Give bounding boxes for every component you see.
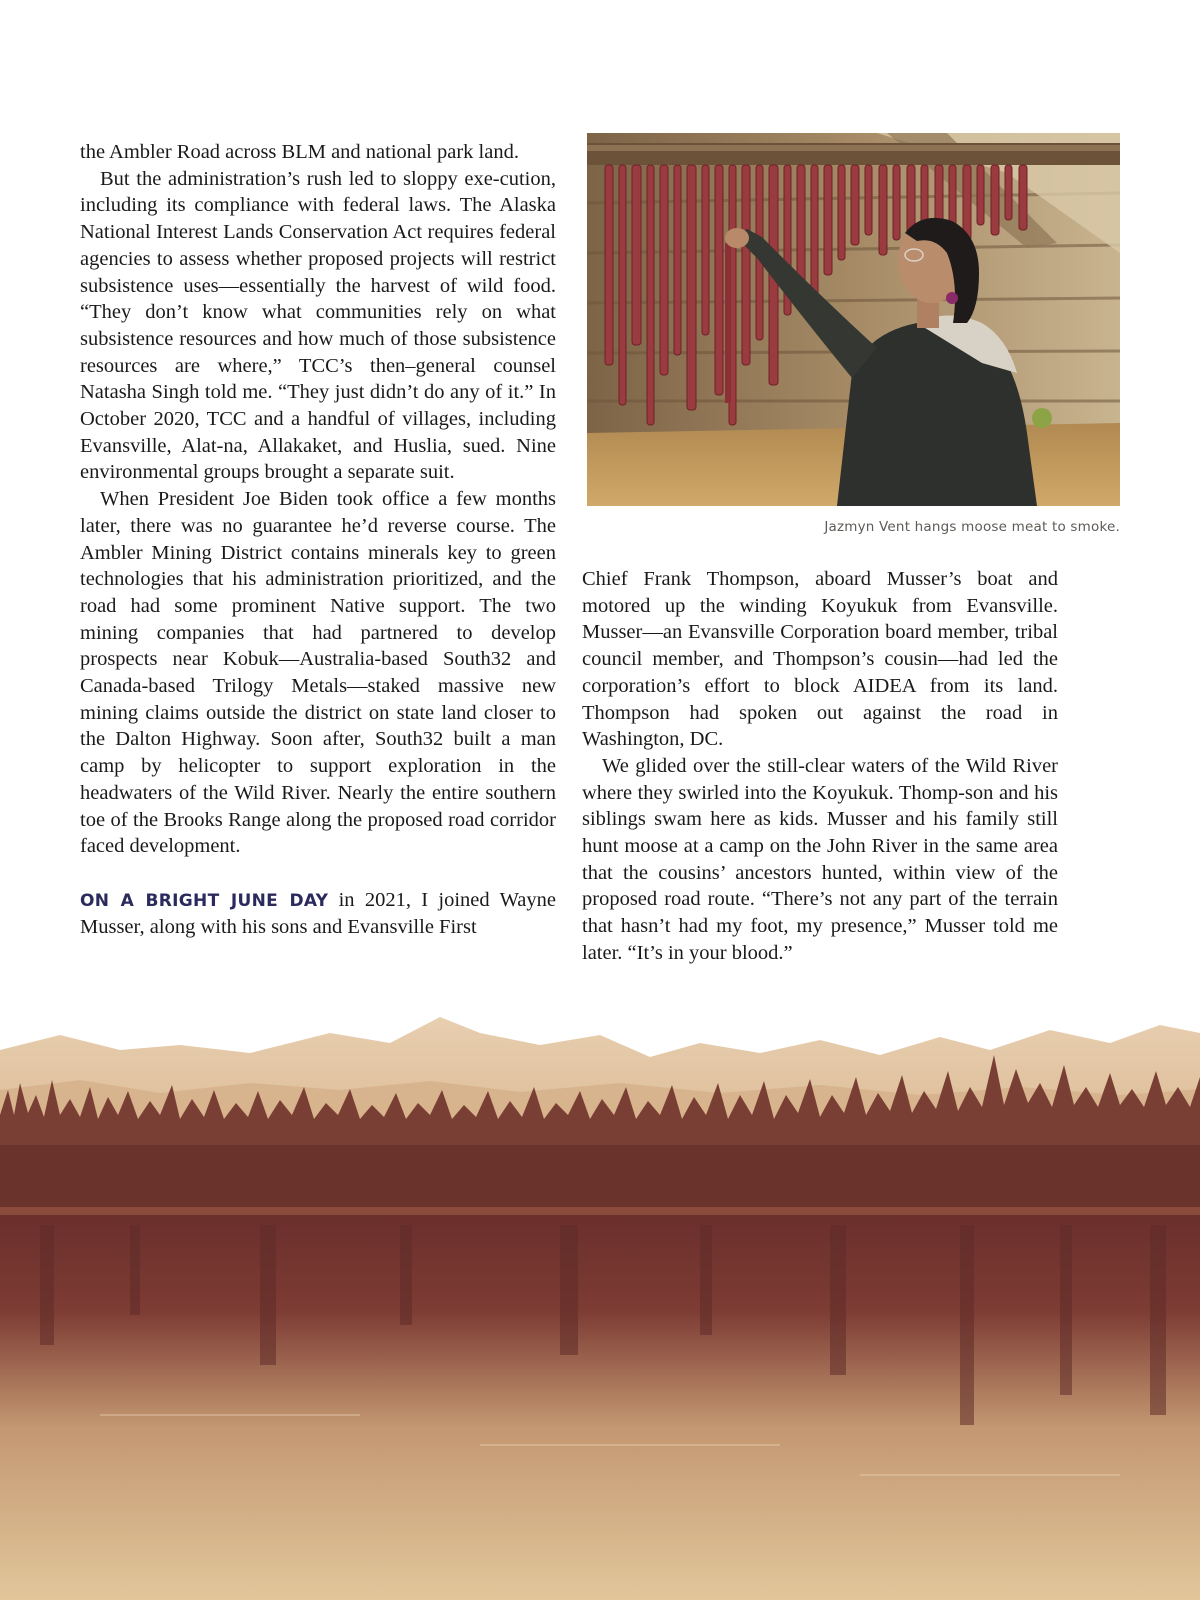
illustration-moose-meat: [587, 133, 1120, 506]
paragraph: Chief Frank Thompson, aboard Musser’s boat and motored up the winding Koyukuk from Evansville. Musser—an Evansville Corporation board member, tribal council member, and Thompson’s cousin—had led the corporation’s effort to block AIDEA from its land. Thompson had spoken out against the road in Washington, DC.: [582, 568, 1058, 751]
illustration-river-landscape: [0, 995, 1200, 1600]
paragraph: the Ambler Road across BLM and national park land.: [80, 141, 519, 163]
paragraph-text: in 2021, I joined Wayne Musser, along with his sons and Evansville First: [80, 888, 556, 939]
article-column-right: [582, 566, 1058, 967]
paragraph: When President Joe Biden took office a few months later, there was no guarantee he’d reverse course. The Ambler Mining District contains minerals key to green technologies that his administration prioritized, and the road had some prominent Native support. The two mining companies that had partnered to develop prospects near Kobuk—Australia-based South32 and Canada-based Trilogy Metals—staked massive new mining claims outside the district on state land closer to the Dalton Highway. Soon after, South32 built a man camp by helicopter to support exploration in the headwaters of the Wild River. Nearly the entire southern toe of the Brooks Range along the proposed road corridor faced development.: [80, 488, 556, 858]
section-lead-in: ON A BRIGHT JUNE DAY: [80, 890, 329, 911]
article-column-left: [80, 139, 556, 941]
paragraph: We glided over the still-clear waters of the Wild River where they swirled into the Koyukuk. Thomp-son and his siblings swam here as kids. Musser and his family still hunt moose at a camp on the John River in the same area that the cousins’ ancestors hunted, within view of the proposed road route. “There’s not any part of the terrain that hasn’t had my foot, my presence,” Musser told me later. “It’s in your blood.”: [582, 754, 1058, 964]
figure-caption: Jazmyn Vent hangs moose meat to smoke.: [824, 519, 1120, 535]
section-gap: [80, 860, 556, 887]
paragraph: [80, 887, 556, 941]
paragraph: But the administration’s rush led to sloppy exe-cution, including its compliance with federal laws. The Alaska National Interest Lands Conservation Act requires federal agencies to assess whether proposed projects will restrict subsistence uses—essentially the harvest of wild food. “They don’t know what communities rely on what subsistence resources and how much of those subsistence resources are where,” TCC’s then–general counsel Natasha Singh told me. “They just didn’t do any of it.” In October 2020, TCC and a handful of villages, including Evansville, Alat-na, Allakaket, and Huslia, sued. Nine environmental groups brought a separate suit.: [80, 167, 556, 484]
